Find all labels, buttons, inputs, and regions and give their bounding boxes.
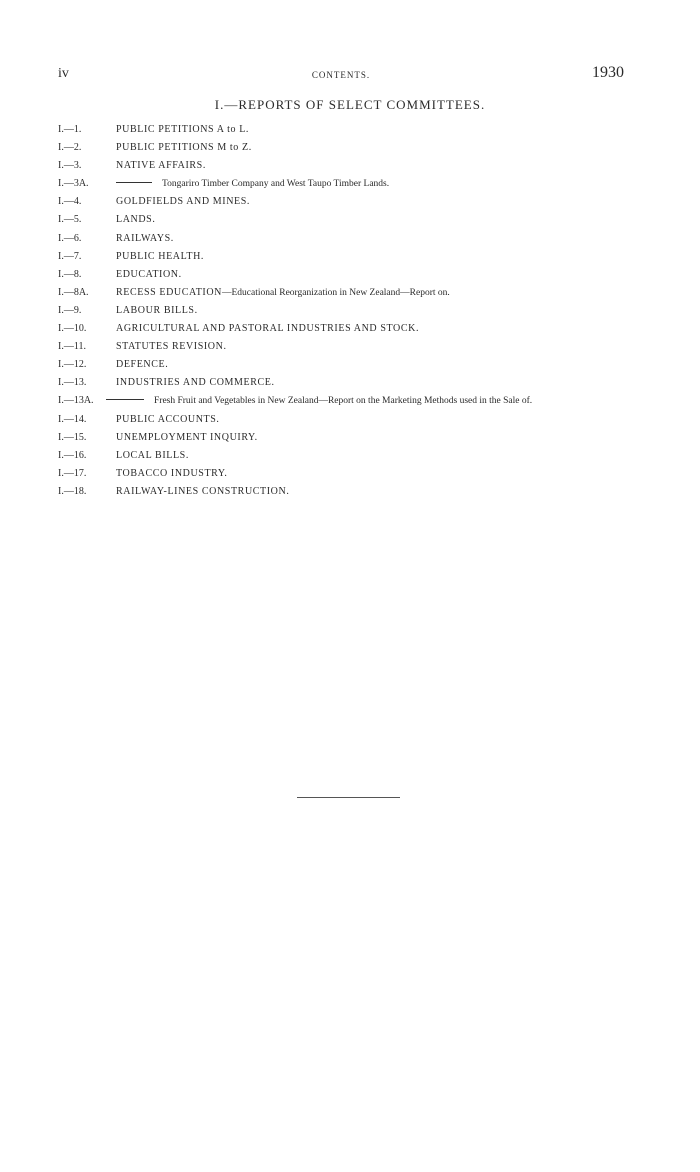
- entry-number: I.—11.: [58, 341, 86, 353]
- contents-entry: [58, 374, 660, 392]
- entry-title: RECESS EDUCATION: [116, 286, 222, 298]
- entry-title: PUBLIC PETITIONS A to L.: [116, 124, 250, 135]
- entry-number: I.—8A.: [58, 286, 89, 298]
- contents-entry: [58, 338, 660, 356]
- contents-entry: [58, 392, 660, 410]
- contents-entry: [58, 230, 660, 248]
- entry-title: RAILWAYS.: [116, 232, 174, 244]
- section-title: I.—REPORTS OF SELECT COMMITTEES.: [214, 97, 486, 112]
- entry-number: I.—3.: [58, 160, 82, 172]
- entry-title: STATUTES REVISION.: [116, 341, 227, 353]
- entry-title: TOBACCO INDUSTRY.: [116, 467, 228, 479]
- contents-entry: [58, 139, 660, 157]
- entry-title: INDUSTRIES AND COMMERCE.: [116, 377, 275, 389]
- contents-entry: [58, 211, 660, 229]
- entry-title: PUBLIC ACCOUNTS.: [116, 413, 220, 425]
- contents-entry: [58, 175, 660, 193]
- entry-subtitle: —Educational Reorganization in New Zealand—Report on.: [222, 287, 450, 298]
- entry-title: LABOUR BILLS.: [116, 304, 198, 316]
- contents-entry: [58, 447, 660, 465]
- entry-title: LOCAL BILLS.: [116, 449, 189, 461]
- page-number: iv: [58, 66, 69, 81]
- entry-number: I.—16.: [58, 449, 87, 461]
- entry-title: EDUCATION.: [116, 268, 182, 280]
- ditto-dash: [116, 182, 152, 183]
- entry-number: I.—8.: [58, 268, 82, 280]
- entry-number: I.—17.: [58, 467, 87, 479]
- contents-entry: [58, 465, 660, 483]
- contents-entry: [58, 193, 660, 211]
- entry-number: I.—2.: [58, 142, 82, 154]
- entry-number: I.—13A.: [58, 395, 94, 407]
- contents-entry: [58, 121, 660, 139]
- entry-subtitle: Tongariro Timber Company and West Taupo Timber Lands.: [162, 179, 390, 190]
- contents-entry: [58, 483, 660, 501]
- entry-number: I.—6.: [58, 232, 82, 244]
- entry-title: UNEMPLOYMENT INQUIRY.: [116, 431, 258, 443]
- entry-title: RAILWAY-LINES CONSTRUCTION.: [116, 485, 290, 497]
- entry-number: I.—18.: [58, 485, 87, 497]
- section-end-rule: [297, 797, 400, 798]
- entry-number: I.—14.: [58, 413, 87, 425]
- entry-subtitle: Fresh Fruit and Vegetables in New Zealand—Report on the Marketing Methods used in the Sale of.: [154, 396, 533, 407]
- entry-number: I.—9.: [58, 304, 82, 316]
- entry-title: LANDS.: [116, 214, 156, 226]
- contents-list: [58, 121, 660, 501]
- entry-title: GOLDFIELDS AND MINES.: [116, 196, 250, 208]
- entry-number: I.—5.: [58, 214, 82, 226]
- contents-entry: [58, 356, 660, 374]
- ditto-dash: [106, 399, 144, 400]
- entry-number: I.—1.: [58, 124, 82, 135]
- page-header: [58, 64, 624, 84]
- entry-number: I.—3A.: [58, 178, 89, 190]
- contents-entry: [58, 320, 660, 338]
- entry-number: I.—15.: [58, 431, 87, 443]
- entry-title: PUBLIC HEALTH.: [116, 250, 205, 262]
- year: 1930: [592, 64, 624, 81]
- contents-entry: [58, 411, 660, 429]
- running-head: CONTENTS.: [311, 70, 371, 80]
- contents-entry: [58, 284, 660, 302]
- entry-title: AGRICULTURAL AND PASTORAL INDUSTRIES AND STOCK.: [116, 323, 420, 335]
- entry-title: PUBLIC PETITIONS M to Z.: [116, 142, 252, 154]
- contents-entry: [58, 302, 660, 320]
- entry-title: DEFENCE.: [116, 359, 169, 371]
- contents-entry: [58, 429, 660, 447]
- contents-entry: [58, 248, 660, 266]
- entry-number: I.—13.: [58, 377, 87, 389]
- entry-number: I.—7.: [58, 250, 82, 262]
- entry-title: NATIVE AFFAIRS.: [116, 160, 206, 172]
- entry-number: I.—10.: [58, 323, 87, 335]
- contents-entry: [58, 157, 660, 175]
- entry-number: I.—4.: [58, 196, 82, 208]
- contents-entry: [58, 266, 660, 284]
- entry-number: I.—12.: [58, 359, 87, 371]
